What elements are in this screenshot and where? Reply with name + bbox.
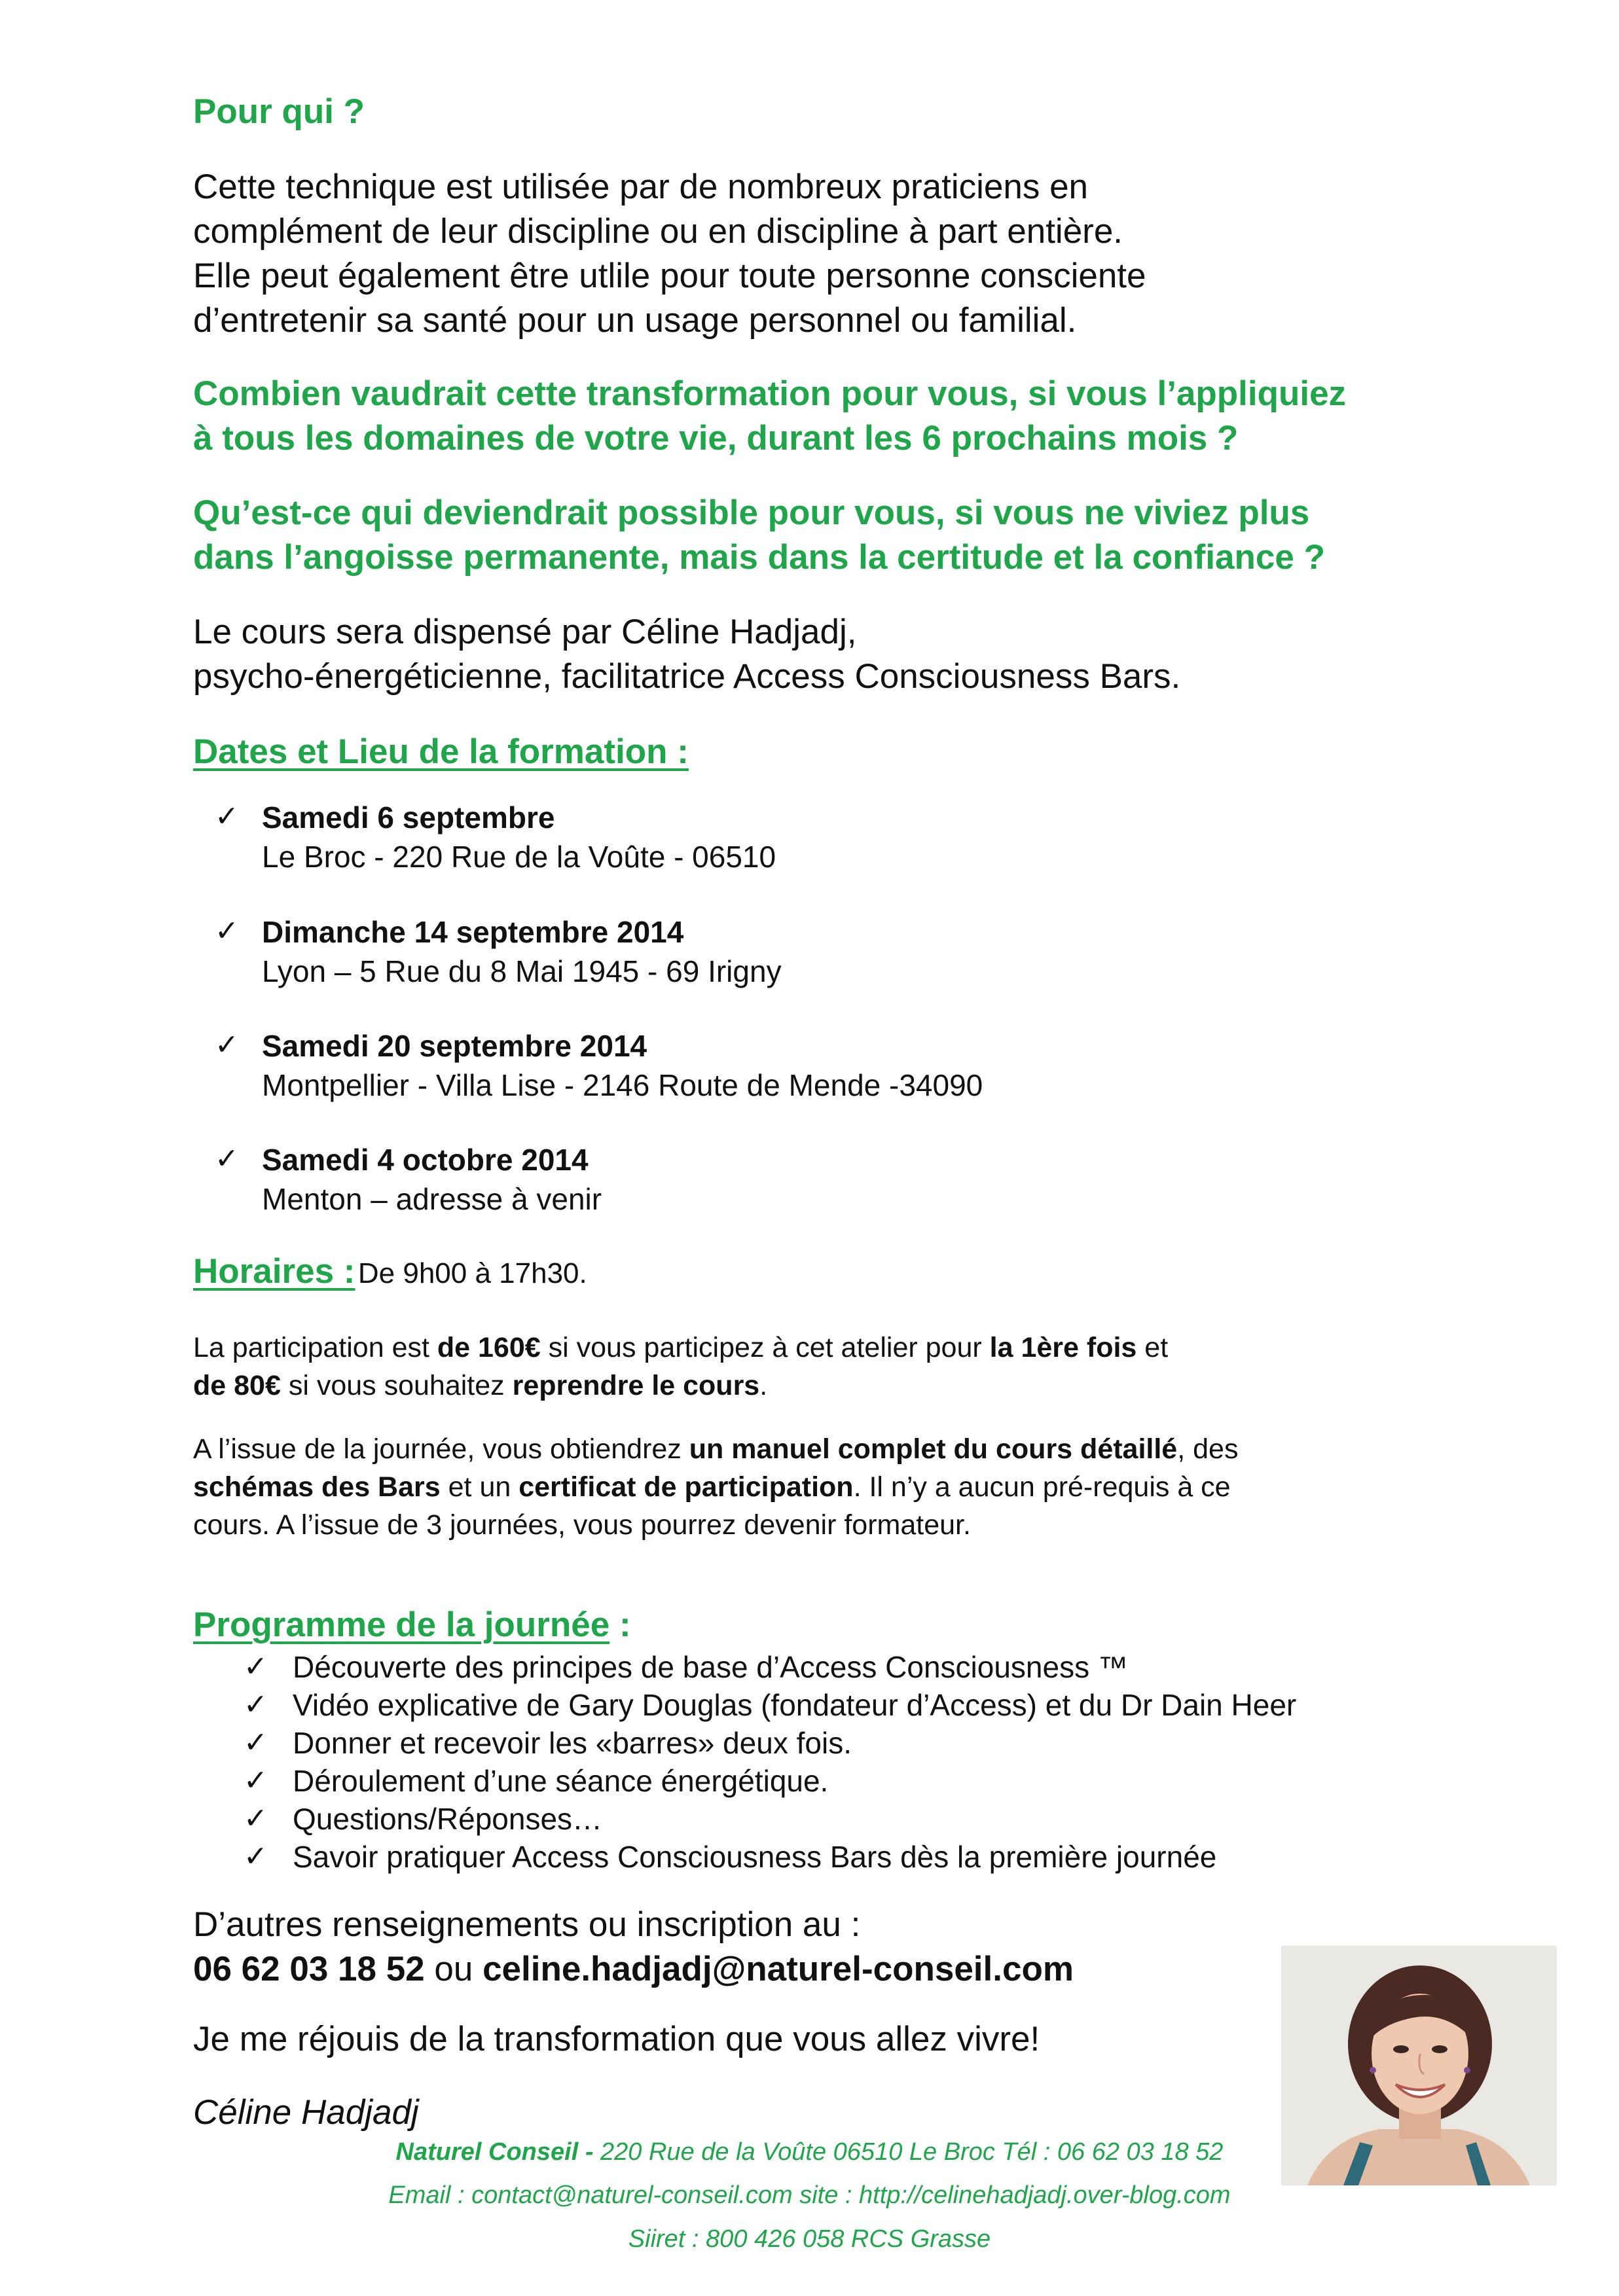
horaires-row [193, 1251, 587, 1291]
contact-phone: 06 62 03 18 52 [193, 1950, 425, 1988]
date-title-2: Dimanche 14 septembre 2014 [262, 915, 684, 949]
contact-line-1: D’autres renseignements ou inscription au : [193, 1905, 861, 1944]
manual-emphasis: un manuel complet du cours détaillé [689, 1433, 1178, 1465]
programme-item-6: Savoir pratiquer Access Consciousness Bars dès la première journée [293, 1840, 1217, 1874]
footer-line-3: Siiret : 800 426 058 RCS Grasse [628, 2225, 991, 2253]
dates-heading: Dates et Lieu de la formation : [193, 732, 689, 771]
participation-text: et [1137, 1332, 1169, 1363]
footer-company: Naturel Conseil - [395, 2138, 601, 2166]
question-2-line-2: dans l’angoisse permanente, mais dans la certitude et la confiance ? [193, 538, 1325, 577]
instructor-line-1: Le cours sera dispensé par Céline Hadjadj, [193, 613, 857, 651]
signature: Céline Hadjadj [193, 2093, 419, 2132]
programme-item-5: Questions/Réponses… [293, 1802, 603, 1836]
certificate-emphasis: certificat de participation [518, 1471, 854, 1503]
pour-qui-line-1: Cette technique est utilisée par de nombreux praticiens en [193, 168, 1089, 206]
date-title-3: Samedi 20 septembre 2014 [262, 1029, 647, 1063]
date-title-4: Samedi 4 octobre 2014 [262, 1143, 589, 1177]
programme-item-4: Déroulement d’une séance énergétique. [293, 1764, 829, 1798]
pour-qui-line-4: d’entretenir sa santé pour un usage personnel ou familial. [193, 301, 1077, 340]
horaires-label: Horaires : [193, 1252, 355, 1291]
programme-item-2: Vidéo explicative de Gary Douglas (fondateur d’Access) et du Dr Dain Heer [293, 1688, 1297, 1722]
repeat-emphasis: reprendre le cours [512, 1370, 760, 1401]
programme-item-3: Donner et recevoir les «barres» deux fois. [293, 1726, 852, 1760]
footer-line-1 [0, 2138, 1619, 2166]
footer-address: 220 Rue de la Voûte 06510 Le Broc Tél : 06 62 03 18 52 [600, 2138, 1224, 2166]
check-icon: ✓ [244, 1727, 268, 1759]
question-1-line-2: à tous les domaines de votre vie, durant les 6 prochains mois ? [193, 419, 1239, 457]
date-address-4: Menton – adresse à venir [262, 1182, 602, 1216]
date-address-2: Lyon – 5 Rue du 8 Mai 1945 - 69 Irigny [262, 954, 782, 988]
horaires-value: De 9h00 à 17h30. [357, 1257, 587, 1289]
issue-text: et un [440, 1471, 519, 1503]
price-repeat: de 80€ [193, 1370, 281, 1401]
issue-text: . Il n’y a aucun pré-requis à ce [853, 1471, 1231, 1503]
participation-line-2 [193, 1367, 767, 1405]
participation-line-1 [193, 1329, 1168, 1367]
issue-line-1 [193, 1430, 1238, 1468]
check-icon: ✓ [244, 1840, 268, 1873]
check-icon: ✓ [215, 800, 239, 833]
price-first: de 160€ [437, 1332, 541, 1363]
instructor-line-2: psycho-énergéticienne, facilitatrice Access Consciousness Bars. [193, 657, 1181, 696]
issue-text: , des [1177, 1433, 1239, 1465]
contact-line-2 [193, 1947, 1074, 1992]
pour-qui-line-2: complément de leur discipline ou en discipline à part entière. [193, 212, 1123, 251]
participation-text: si vous participez à cet atelier pour [540, 1332, 990, 1363]
check-icon: ✓ [244, 1765, 268, 1797]
date-title-1: Samedi 6 septembre [262, 800, 555, 834]
question-1-line-1: Combien vaudrait cette transformation pour vous, si vous l’appliquiez [193, 374, 1347, 413]
check-icon: ✓ [244, 1803, 268, 1835]
issue-line-2 [193, 1468, 1231, 1506]
check-icon: ✓ [215, 1029, 239, 1061]
check-icon: ✓ [215, 915, 239, 947]
participation-text: La participation est [193, 1332, 437, 1363]
programme-heading-text: Programme de la journée [193, 1605, 610, 1644]
pour-qui-heading: Pour qui ? [193, 92, 365, 131]
programme-heading [193, 1605, 631, 1645]
pour-qui-line-3: Elle peut également être utlile pour toute personne consciente [193, 257, 1146, 295]
first-time-emphasis: la 1ère fois [989, 1332, 1137, 1363]
question-2-line-1: Qu’est-ce qui deviendrait possible pour vous, si vous ne viviez plus [193, 493, 1310, 532]
footer-line-2: Email : contact@naturel-conseil.com site : http://celinehadjadj.over-blog.com [388, 2181, 1231, 2209]
issue-line-3: cours. A l’issue de 3 journées, vous pourrez devenir formateur. [193, 1509, 971, 1541]
programme-item-1: Découverte des principes de base d’Access Consciousness ™ [293, 1650, 1128, 1684]
contact-ou: ou [424, 1950, 483, 1988]
schemas-emphasis: schémas des Bars [193, 1471, 441, 1503]
participation-text: . [759, 1370, 768, 1401]
issue-text: A l’issue de la journée, vous obtiendrez [193, 1433, 689, 1465]
check-icon: ✓ [244, 1651, 268, 1683]
participation-text: si vous souhaitez [280, 1370, 513, 1401]
date-address-3: Montpellier - Villa Lise - 2146 Route de Mende -34090 [262, 1068, 983, 1102]
closing-line: Je me réjouis de la transformation que vous allez vivre! [193, 2020, 1040, 2058]
programme-heading-colon: : [609, 1605, 631, 1644]
date-address-1: Le Broc - 220 Rue de la Voûte - 06510 [262, 840, 776, 874]
contact-email: celine.hadjadj@naturel-conseil.com [482, 1950, 1074, 1988]
check-icon: ✓ [215, 1143, 239, 1175]
check-icon: ✓ [244, 1689, 268, 1721]
